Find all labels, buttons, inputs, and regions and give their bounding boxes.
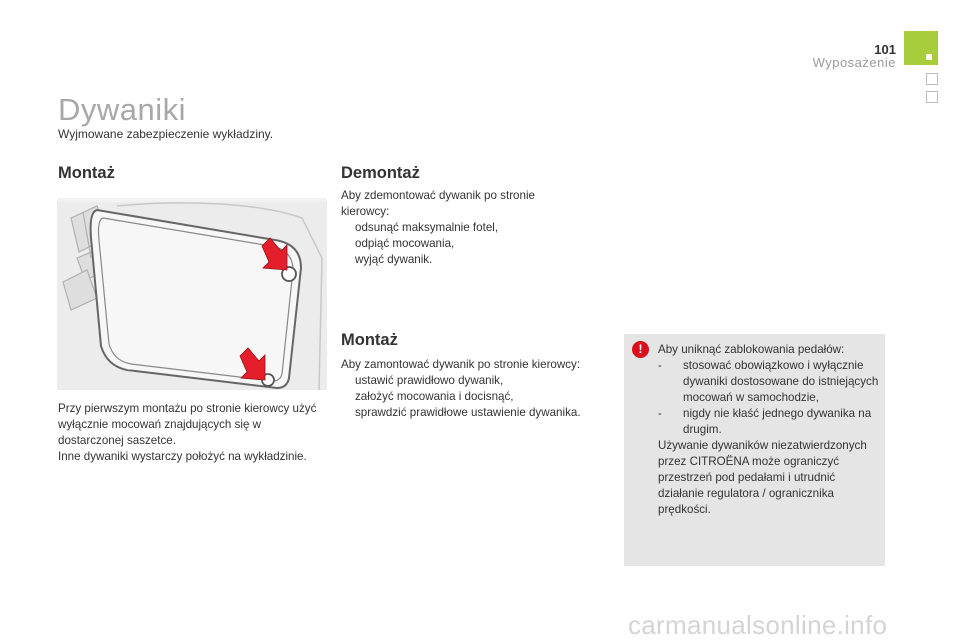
chapter-square-icon[interactable] [926,91,938,103]
watermark: carmanualsonline.info [628,610,888,640]
list-item: ustawić prawidłowo dywanik, [355,374,504,387]
montaz-heading: Montaż [341,331,398,349]
note-intro: Aby uniknąć zablokowania pedałów: [658,343,845,356]
list-item: sprawdzić prawidłowe ustawienie dywanika. [355,406,581,419]
chapter-tab-dot-icon [926,54,932,60]
demontaz-section [341,188,586,268]
note-list [658,358,880,438]
list-item: - stosować obowiązkowo i wyłącznie dywaniki dostosowane do istniejących mocowań w samochodzie, [658,359,879,404]
floor-mat-drawing [57,198,327,390]
demontaz-heading: Demontaż [341,164,420,182]
warning-note [624,334,885,566]
left-paragraphs [58,401,318,465]
list-item: - nigdy nie kłaść jednego dywanika na drugim. [658,407,872,436]
left-paragraph-1: Przy pierwszym montażu po stronie kierowcy użyć wyłącznie mocowań znajdujących się w dostarczonej saszetce. [58,402,317,447]
exclamation-circle-icon: ! [632,341,649,358]
chapter-square-icon[interactable] [926,73,938,85]
list-item: wyjąć dywanik. [355,253,433,266]
page-title: Dywaniki [58,92,187,127]
note-outro: Używanie dywaników niezatwierdzonych przez CITROËNA może ograniczyć przestrzeń pod pedałami i utrudnić działanie regulatora / ogranicznika prędkości. [658,439,867,516]
montaz-list [341,373,603,421]
montaz-intro: Aby zamontować dywanik po stronie kierowcy: [341,358,581,371]
section-name: Wyposażenie [812,55,896,70]
warning-note-text [658,342,880,518]
list-item: założyć mocowania i docisnąć, [355,390,514,403]
demontaz-list [341,220,586,268]
floor-mat-illustration [57,198,327,390]
demontaz-intro: Aby zdemontować dywanik po stronie kierowcy: [341,189,535,218]
page-subtitle: Wyjmowane zabezpieczenie wykładziny. [58,127,274,141]
list-item: odsunąć maksymalnie fotel, [355,221,499,234]
left-paragraph-2: Inne dywaniki wystarczy położyć na wykładzinie. [58,450,307,463]
list-item: odpiąć mocowania, [355,237,455,250]
left-heading: Montaż [58,164,115,182]
chapter-tab[interactable] [904,31,938,65]
page-number: 101 [874,42,896,57]
montaz-section [341,357,603,421]
